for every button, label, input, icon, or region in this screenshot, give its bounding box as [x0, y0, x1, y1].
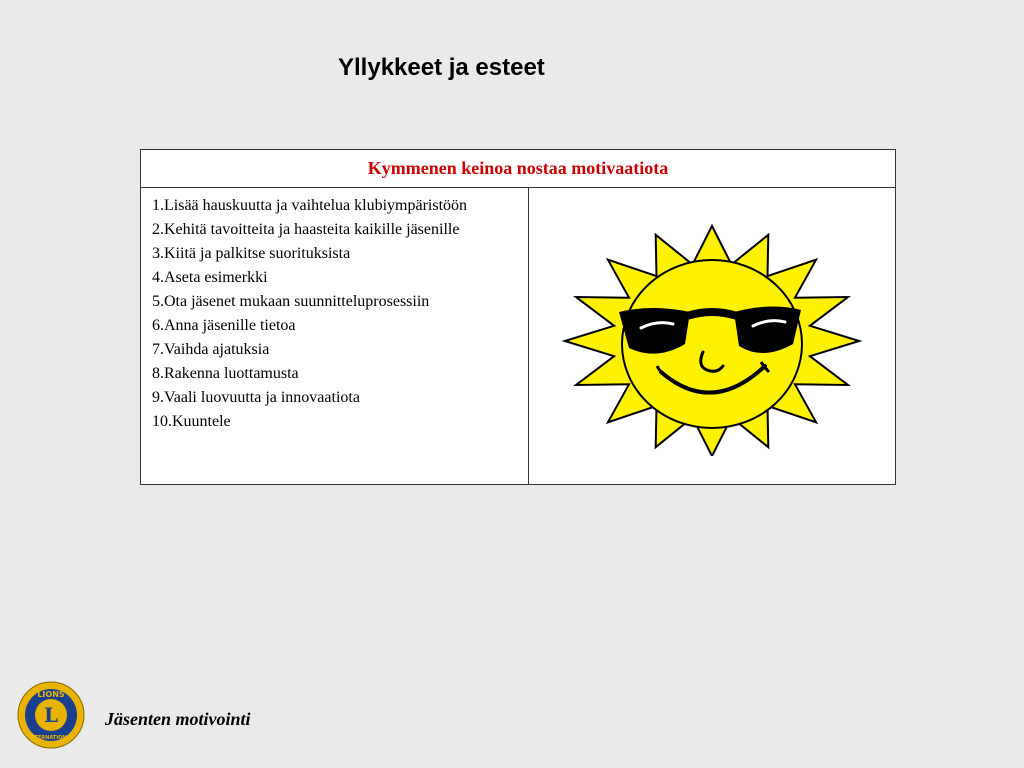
motivation-table — [140, 149, 896, 485]
list-item: 2.Kehitä tavoitteita ja haasteita kaikille jäsenille — [152, 221, 460, 238]
list-item: 7.Vaihda ajatuksia — [152, 341, 270, 358]
logo-top-text: LIONS — [37, 690, 65, 699]
logo-letter: L — [43, 703, 59, 727]
list-item: 8.Rakenna luottamusta — [152, 365, 299, 382]
motivation-list — [152, 194, 528, 434]
list-item: 9.Vaali luovuutta ja innovaatiota — [152, 389, 360, 406]
list-item: 1.Lisää hauskuutta ja vaihtelua klubiympäristöön — [152, 197, 468, 214]
sun-with-sunglasses-icon — [557, 216, 867, 456]
sunglasses-bridge — [687, 312, 737, 316]
list-cell — [141, 188, 529, 485]
table-body-row — [141, 188, 896, 485]
table-header-row — [141, 150, 896, 188]
list-item: 6.Anna jäsenille tietoa — [152, 317, 296, 334]
footer-text: Jäsenten motivointi — [105, 709, 251, 729]
list-item: 10.Kuuntele — [152, 413, 231, 430]
slide-title: Yllykkeet ja esteet — [338, 54, 545, 81]
list-item: 5.Ota jäsenet mukaan suunnitteluprosessiin — [152, 293, 430, 310]
image-cell — [529, 188, 896, 485]
list-item: 4.Aseta esimerkki — [152, 269, 268, 286]
lions-club-logo-icon — [14, 680, 88, 755]
sunglasses-left-lens — [619, 308, 690, 354]
table-header: Kymmenen keinoa nostaa motivaatiota — [141, 150, 896, 188]
logo-bottom-text: INTERNATIONAL — [28, 735, 74, 741]
list-item: 3.Kiitä ja palkitse suorituksista — [152, 245, 351, 262]
